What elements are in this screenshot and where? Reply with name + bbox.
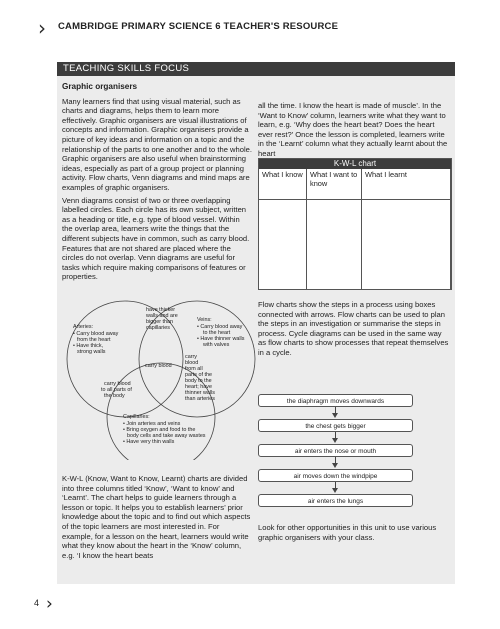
venn-veins-line: with valves bbox=[203, 342, 230, 348]
chevron-right-icon: › bbox=[46, 594, 53, 614]
venn-left-overlap: carry blood bbox=[104, 381, 131, 387]
venn-left-overlap: the body bbox=[104, 393, 125, 399]
right-column bbox=[258, 101, 450, 162]
flow-step: the chest gets bigger bbox=[258, 419, 413, 432]
right-paragraph-2: Flow charts show the steps in a process using boxes connected with arrows. Flow charts can be used to plan the steps in an investigation or summarise the steps in process. Cycle diagrams can be used in the same way as flow charts to show processes that repeat themselves in a cycle. bbox=[258, 300, 449, 357]
venn-arteries-line: from the heart bbox=[77, 337, 111, 343]
left-paragraph-1: Many learners find that using visual material, such as charts and diagrams, helps them to learn more effectively. Graphic organisers are visual illustrations of concepts and information. Graphic organisers provide a picture of key ideas and information on a topic and the relationship of the parts to one another and to the whole. Graphic organisers are also useful when brainstorming ideas, especially as part of a group project or planning activity. Flow charts, Venn diagrams and mind maps are examples of graphic organisers. bbox=[62, 96, 252, 192]
venn-capillaries-line: • Join arteries and veins bbox=[123, 421, 181, 427]
arrow-down-icon bbox=[332, 438, 338, 443]
venn-top-line: capillaries bbox=[146, 325, 170, 331]
page-footer bbox=[34, 594, 53, 614]
venn-veins-line: to the heart bbox=[203, 330, 231, 336]
kwl-column-want: What I want to know bbox=[307, 169, 362, 289]
venn-capillaries-line: body cells and take away wastes bbox=[127, 433, 206, 439]
venn-capillaries-line: • Bring oxygen and food to the bbox=[123, 427, 196, 433]
right-paragraph-3: Look for other opportunities in this unit to use various graphic organisers with your class. bbox=[258, 523, 437, 542]
left-column bbox=[62, 82, 252, 285]
arrow-down-icon bbox=[332, 488, 338, 493]
section-bar bbox=[57, 62, 455, 76]
venn-center-label: carry blood bbox=[145, 363, 172, 369]
venn-right-overlap: blood bbox=[185, 360, 199, 366]
venn-capillaries-line: • Have very thin walls bbox=[123, 439, 175, 445]
left-paragraph-3: K-W-L (Know, Want to Know, Learnt) charts are divided into three columns titled ‘Know’, ‘Want to know’ and ‘Learnt’. The chart helps to guide learners through a lesson or topic. It helps you to establish learners’ prior knowledge about the topic and to find out which aspects of the topic learners are most interested in. For example, for a lesson on the heart, learners would write what they know about the heart in the ‘Know’ column, e.g. ‘I know the heart beats bbox=[62, 474, 251, 560]
venn-arteries-line: • Have thick, bbox=[73, 343, 104, 349]
venn-diagram bbox=[57, 297, 267, 460]
kwl-header-rule bbox=[259, 199, 451, 200]
right-column-middle bbox=[258, 300, 450, 361]
left-paragraph-2: Venn diagrams consist of two or three overlapping labelled circles. Each circle has its own subject, written as a heading or title, e.g. type of blood vessel. Within the overlap area, learners write the things that the different subjects have in common, such as carry blood. Features that are not shared are placed where the circles do not overlap. Venn diagrams are useful for tasks which require making comparisons of features or properties. bbox=[62, 195, 250, 282]
venn-right-overlap: carry bbox=[185, 354, 197, 360]
venn-veins-title: Veins: bbox=[197, 317, 212, 323]
venn-capillaries-title: Capillaries: bbox=[123, 414, 150, 420]
venn-right-overlap: thinner walls bbox=[185, 390, 215, 396]
flow-step: air moves down the windpipe bbox=[258, 469, 413, 482]
page-number: 4 bbox=[34, 598, 40, 608]
running-header bbox=[38, 18, 478, 40]
venn-arteries-title: Arteries: bbox=[73, 324, 94, 330]
subheading: Graphic organisers bbox=[62, 82, 138, 91]
venn-top-line: have thicker bbox=[146, 307, 176, 313]
venn-right-overlap: than arteries bbox=[185, 396, 215, 402]
right-paragraph-1: all the time. I know the heart is made of muscle’. In the ‘Want to Know’ column, learners write what they want to learn, e.g. ‘Why does the heart beat? Does the heart ever rest?’ Once the lesson is completed, learners write in the ‘Learnt’ column what they actually learnt about the heart bbox=[258, 101, 448, 158]
chevron-right-icon: › bbox=[38, 16, 46, 40]
flow-step: air enters the nose or mouth bbox=[258, 444, 413, 457]
arrow-down-icon bbox=[332, 413, 338, 418]
left-column-lower bbox=[62, 474, 252, 563]
right-column-lower bbox=[258, 523, 450, 545]
venn-top-line: walls and are bbox=[146, 313, 178, 319]
venn-right-overlap: body to the bbox=[185, 378, 212, 384]
flow-step: air enters the lungs bbox=[258, 494, 413, 507]
venn-top-line: bigger than bbox=[146, 319, 173, 325]
venn-veins-line: • Carry blood away bbox=[197, 324, 243, 330]
flow-step: the diaphragm moves downwards bbox=[258, 394, 413, 407]
venn-right-overlap: parts of the bbox=[185, 372, 212, 378]
venn-right-overlap: heart; have bbox=[185, 384, 212, 390]
running-header-title: CAMBRIDGE PRIMARY SCIENCE 6 TEACHER'S RESOURCE bbox=[58, 21, 339, 32]
venn-veins-line: • Have thinner walls bbox=[197, 336, 245, 342]
venn-right-overlap: from all bbox=[185, 366, 203, 372]
venn-arteries-line: strong walls bbox=[77, 349, 106, 355]
venn-arteries-line: • Carry blood away bbox=[73, 331, 119, 337]
kwl-column-know: What I know bbox=[259, 169, 307, 289]
kwl-chart-title: K-W-L chart bbox=[259, 159, 451, 169]
kwl-column-learnt: What I learnt bbox=[362, 169, 451, 289]
kwl-chart bbox=[258, 158, 452, 290]
venn-left-overlap: to all parts of bbox=[101, 387, 132, 393]
section-bar-label: TEACHING SKILLS FOCUS bbox=[63, 63, 190, 74]
arrow-down-icon bbox=[332, 463, 338, 468]
